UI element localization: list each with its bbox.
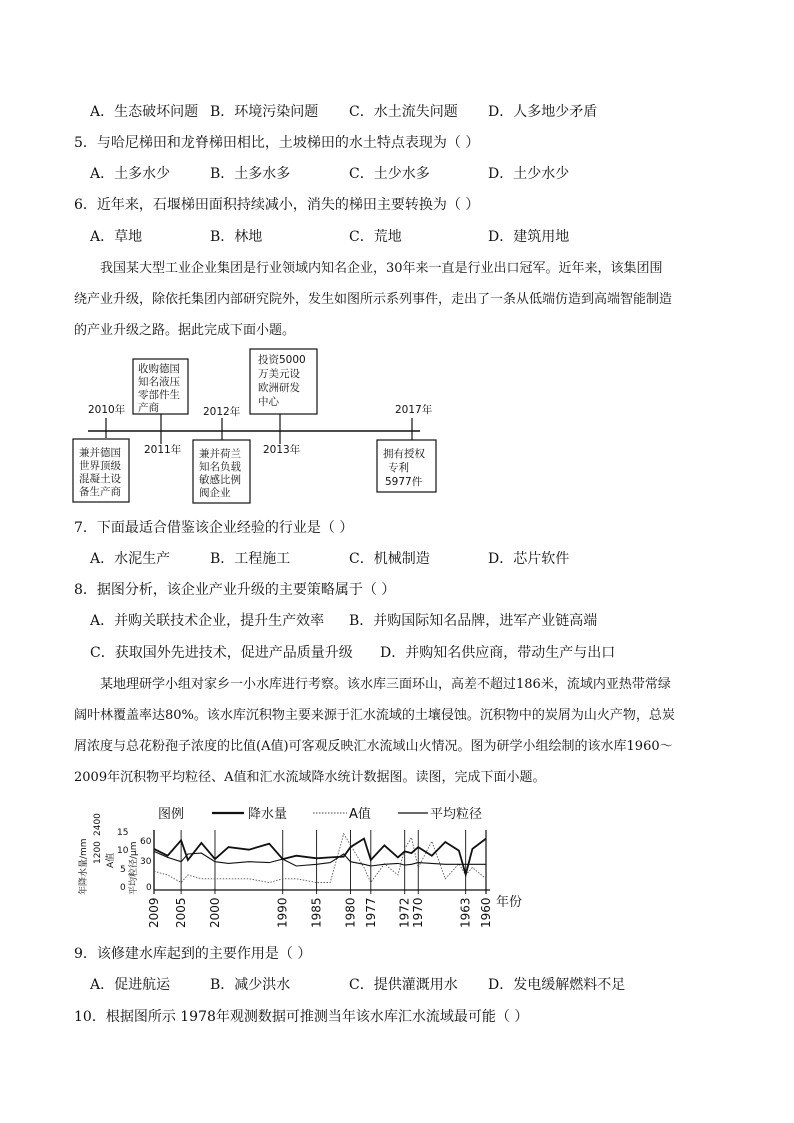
event-2012-line-1: 兼并荷兰 xyxy=(199,448,241,460)
legend-title: 图例 xyxy=(158,807,185,822)
event-2011-line-2: 知名液压 xyxy=(138,376,180,388)
y-tick-grain-30: 30 xyxy=(140,857,152,867)
y-tick-a-10: 10 xyxy=(117,846,129,856)
q7-option-d[interactable]: D．芯片软件 xyxy=(488,551,570,567)
q4-option-b[interactable]: B．环境污染问题 xyxy=(210,104,319,120)
y-tick-precip-2400: 2400 xyxy=(93,813,103,836)
event-2010-line-4: 备生产商 xyxy=(79,486,121,498)
q9-option-a[interactable]: A．促进航运 xyxy=(90,977,171,993)
event-2012-line-2: 知名负载 xyxy=(199,461,241,473)
q7-option-a[interactable]: A．水泥生产 xyxy=(90,551,171,567)
material2-line-1: 某地理研学小组对家乡一小水库进行考察。该水库三面环山，高差不超过186米，流域内亚热带常绿 xyxy=(100,677,671,692)
event-2013-line-4: 中心 xyxy=(258,396,279,408)
q9-option-c[interactable]: C．提供灌溉用水 xyxy=(349,977,458,993)
x-tick-label-1960: 1960 xyxy=(479,897,493,928)
event-2017-line-1: 拥有授权 xyxy=(383,448,425,460)
q5-option-d[interactable]: D．土少水少 xyxy=(488,166,570,182)
sediment-chart xyxy=(0,800,794,940)
x-tick-label-1963: 1963 xyxy=(458,897,473,928)
q9-stem: 9．该修建水库起到的主要作用是（ ） xyxy=(74,946,312,962)
year-2013: 2013年 xyxy=(263,444,301,456)
x-tick-label-1972: 1972 xyxy=(397,897,412,928)
q5-option-b[interactable]: B．土多水多 xyxy=(210,166,291,182)
material1-line-3: 的产业升级之路。据此完成下面小题。 xyxy=(74,323,296,338)
q4-option-d[interactable]: D．人多地少矛盾 xyxy=(488,104,598,120)
material2-line-2: 阔叶林覆盖率达80%。该水库沉积物主要来源于汇水流域的土壤侵蚀。沉积物中的炭屑为山火产物，总炭 xyxy=(74,708,675,723)
q4-option-a[interactable]: A．生态破坏问题 xyxy=(90,104,199,120)
precipitation-line xyxy=(154,839,486,875)
q9-option-b[interactable]: B．减少洪水 xyxy=(210,977,291,993)
event-2017-line-2: 专利 xyxy=(388,462,409,474)
q8-stem: 8．据图分析，该企业产业升级的主要策略属于（ ） xyxy=(74,582,396,598)
event-2010-line-2: 世界顶级 xyxy=(79,460,121,472)
year-2012: 2012年 xyxy=(203,406,241,418)
y-tick-precip-1200: 1200 xyxy=(93,841,103,864)
q7-stem: 7．下面最适合借鉴该企业经验的行业是（ ） xyxy=(74,520,354,536)
event-2011-line-4: 产商 xyxy=(138,402,159,414)
year-2017: 2017年 xyxy=(395,404,433,416)
event-2013-line-3: 欧洲研发 xyxy=(258,382,300,394)
q8-option-b[interactable]: B．并购国际知名品牌，进军产业链高端 xyxy=(349,613,598,629)
q9-option-d[interactable]: D．发电缓解燃料不足 xyxy=(488,977,626,993)
q8-option-d[interactable]: D．并购知名供应商，带动生产与出口 xyxy=(380,645,616,661)
x-axis-unit: 年份 xyxy=(496,895,523,910)
y-tick-a-15: 15 xyxy=(117,828,129,838)
timeline-figure xyxy=(0,348,794,508)
q6-option-c[interactable]: C．荒地 xyxy=(349,229,402,245)
year-2010: 2010年 xyxy=(88,404,126,416)
event-2010-line-3: 混凝土设 xyxy=(79,473,121,485)
q5-stem: 5．与哈尼梯田和龙脊梯田相比，土坡梯田的水土特点表现为（ ） xyxy=(74,135,480,151)
q7-option-b[interactable]: B．工程施工 xyxy=(210,551,291,567)
event-2010-line-1: 兼并德国 xyxy=(79,447,121,459)
event-2013-line-2: 万美元设 xyxy=(258,368,300,380)
q5-option-a[interactable]: A．土多水少 xyxy=(90,166,171,182)
y-tick-a-0: 0 xyxy=(120,883,126,893)
q10-stem: 10．根据图所示 1978年观测数据可推测当年该水库汇水流域最可能（ ） xyxy=(74,1009,529,1025)
year-2011: 2011年 xyxy=(144,444,182,456)
q6-option-b[interactable]: B．林地 xyxy=(210,229,263,245)
x-tick-label-2005: 2005 xyxy=(174,897,189,928)
material2-line-3: 屑浓度与总花粉孢子浓度的比值(A值)可客观反映汇水流域山火情况。图为研学小组绘制的该水库1960～ xyxy=(74,739,673,754)
q7-option-c[interactable]: C．机械制造 xyxy=(349,551,430,567)
material1-line-2: 绕产业升级，除依托集团内部研究院外，发生如图所示系列事件，走出了一条从低端仿造到高端智能制造 xyxy=(74,292,673,307)
q4-option-c[interactable]: C．水土流失问题 xyxy=(349,104,458,120)
x-tick-label-1977: 1977 xyxy=(363,897,378,928)
y-tick-grain-60: 60 xyxy=(140,837,152,847)
event-2011-line-3: 零部件生 xyxy=(138,389,180,401)
legend-a-label: A值 xyxy=(349,807,371,822)
q8-option-c[interactable]: C．获取国外先进技术，促进产品质量升级 xyxy=(90,645,353,661)
legend-precip-label: 降水量 xyxy=(248,807,288,822)
q6-option-a[interactable]: A．草地 xyxy=(90,229,143,245)
material2-line-4: 2009年沉积物平均粒径、A值和汇水流域降水统计数据图。读图，完成下面小题。 xyxy=(74,770,546,785)
q6-stem: 6．近年来，石堰梯田面积持续减小，消失的梯田主要转换为（ ） xyxy=(74,197,480,213)
y-tick-grain-0: 0 xyxy=(146,883,152,893)
x-tick-label-2009: 2009 xyxy=(147,897,161,928)
q6-option-d[interactable]: D．建筑用地 xyxy=(488,229,570,245)
legend-grain-label: 平均粒径 xyxy=(430,807,483,822)
q5-option-c[interactable]: C．土少水多 xyxy=(349,166,430,182)
x-tick-label-1980: 1980 xyxy=(343,897,358,928)
y-label-a: A值 xyxy=(106,852,116,868)
event-2017-line-3: 5977件 xyxy=(385,476,423,488)
y-label-grain: 平均粒径/μm xyxy=(129,841,139,895)
y-tick-a-5: 5 xyxy=(120,865,126,875)
y-label-precip: 年降水量/mm xyxy=(79,838,89,895)
event-2011-line-1: 收购德国 xyxy=(138,363,180,375)
event-2012-line-3: 敏感比例 xyxy=(199,474,241,486)
x-tick-label-2000: 2000 xyxy=(207,897,222,928)
x-tick-label-1990: 1990 xyxy=(275,897,290,928)
x-tick-label-1970: 1970 xyxy=(411,897,426,928)
q8-option-a[interactable]: A．并购关联技术企业，提升生产效率 xyxy=(90,613,325,629)
event-2012-line-4: 阀企业 xyxy=(199,487,231,499)
event-2013-line-1: 投资5000 xyxy=(258,354,306,366)
material1-line-1: 我国某大型工业企业集团是行业领域内知名企业，30年来一直是行业出口冠军。近年来，该集团围 xyxy=(100,261,663,276)
x-tick-label-1985: 1985 xyxy=(309,897,324,928)
